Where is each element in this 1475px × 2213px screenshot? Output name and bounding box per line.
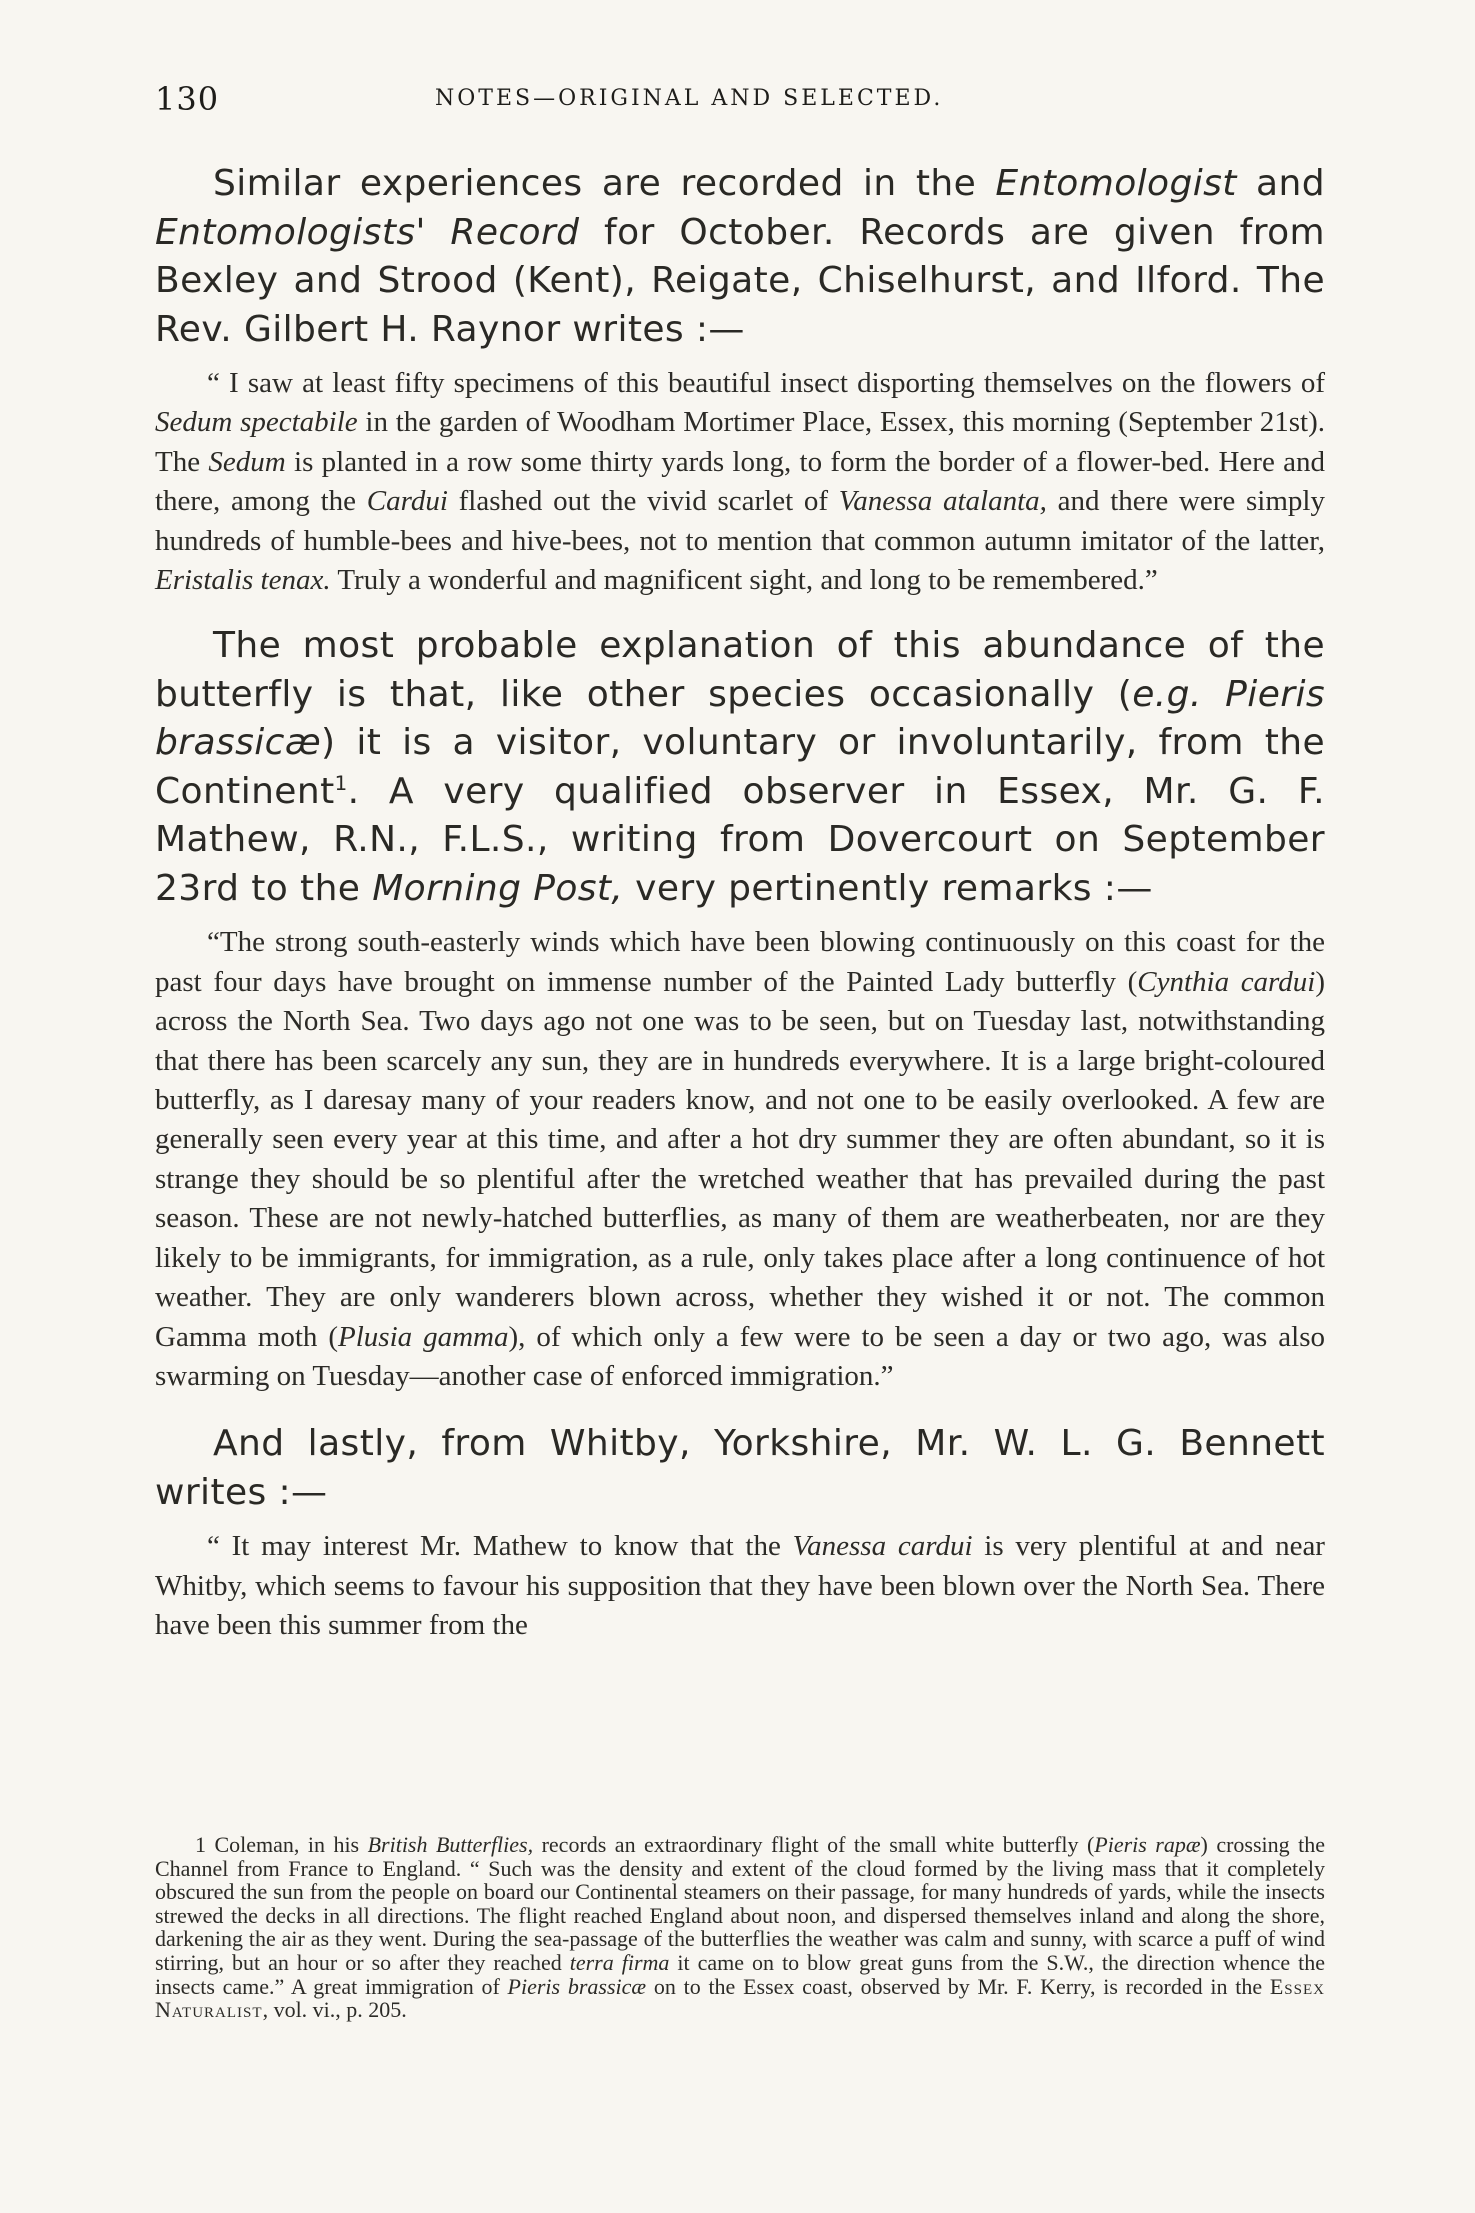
text-run: in the garden of Woodham Mortimer Place, Essex, this morning (September 21st). The — [155, 406, 1325, 478]
text-run: And lastly, from Whitby, Yorkshire, Mr. W. L. G. Bennett writes :— — [155, 1423, 1325, 1513]
italic-title: Entomologists' Record — [155, 211, 580, 253]
species-name: Sedum — [208, 445, 286, 478]
text-run: and there were simply hundreds of humble-bees and hive-bees, not to mention that common autumn imitator of the latter, — [155, 485, 1325, 557]
text-run: The most probable explanation of this abundance of the butterfly is that, like other species occasionally ( — [155, 625, 1325, 715]
paragraph-explanation — [155, 622, 1325, 913]
text-run: Coleman, in his — [206, 1832, 368, 1857]
italic-title: Entomologist — [995, 163, 1237, 204]
text-run: on to the Essex coast, observed by Mr. F. Kerry, is recorded in the — [646, 1973, 1270, 1999]
footnote-text — [155, 1833, 1325, 2022]
species-name: Vanessa cardui — [792, 1530, 973, 1563]
species-name: Sedum spectabile — [155, 406, 358, 439]
species-name: Vanessa atalanta, — [838, 485, 1047, 518]
quote-raynor — [155, 364, 1325, 600]
running-title: NOTES—ORIGINAL AND SELECTED. — [435, 86, 944, 111]
text-run: , vol. vi., p. 205. — [262, 1997, 407, 2023]
species-name: Cynthia cardui — [1137, 965, 1316, 998]
text-run: ) crossing the Channel from France to England. “ Such was the density and extent of the cloud formed by the living mass that it completely obscured the sun from the people on board our Continental steamers on their passage, for many hundreds of yards, while the insects strewed the decks in all directions. The flight reached England about noon, and dispersed themselves inland and along the shore, darkening the air as they went. During the sea-passage of the butterflies the weather was calm and sunny, with scarce a puff of wind stirring, but an hour or so after they reached — [155, 1832, 1326, 1975]
text-run: is very plentiful at and near Whitby, which seems to favour his supposition that they have been blown over the North Sea. There have been this summer from the — [155, 1530, 1325, 1642]
italic-phrase: terra firma — [569, 1949, 670, 1975]
text-run: Truly a wonderful and magnificent sight, and long to be remembered.” — [330, 564, 1158, 597]
text-run: is planted in a row some thirty yards long, to form the border of a flower-bed. Here and there, among the — [155, 445, 1325, 518]
main-text — [155, 160, 1325, 1646]
page-number: 130 — [155, 80, 220, 118]
text-run: it came on to blow great guns from the S.W., the direction whence the insects came.” A great immigration of — [155, 1949, 1325, 1999]
text-run: ) it is a visitor, voluntary or involuntarily, from the Continent — [155, 722, 1325, 812]
text-run: flashed out the vivid scarlet of — [447, 485, 839, 518]
paragraph-records — [155, 160, 1325, 354]
italic-title: Morning Post, — [372, 867, 624, 909]
text-run: ), of which only a few were to be seen a day or two ago, was also swarming on Tuesday—another case of enforced immigration.” — [155, 1320, 1325, 1392]
footnote-marker[interactable]: 1 — [334, 771, 348, 795]
text-run: . A very qualified observer in Essex, Mr. G. F. Mathew, R.N., F.L.S., writing from Dovercourt on September 23rd to the — [155, 770, 1325, 909]
paragraph-bennett-intro — [155, 1420, 1325, 1517]
text-run: for October. Records are given from Bexley and Strood (Kent), Reigate, Chiselhurst, and Ilford. The Rev. Gilbert H. Raynor writes :— — [155, 211, 1325, 350]
quote-mathew — [155, 923, 1325, 1396]
species-name: Pieris rapæ — [1094, 1832, 1201, 1857]
species-name: Plusia gamma — [338, 1320, 509, 1353]
quote-bennett — [155, 1527, 1325, 1645]
text-run: and — [1236, 163, 1325, 204]
text-run: “The strong south-easterly winds which have been blowing continuously on this coast for the past four days have brought on immense number of the Painted Lady butterfly ( — [155, 926, 1325, 998]
text-run: ) across the North Sea. Two days ago not one was to be seen, but on Tuesday last, notwithstanding that there has been scarcely any sun, they are in hundreds everywhere. It is a large bright-coloured butterfly, as I daresay many of your readers know, and not one to be easily overlooked. A few are generally seen every year at this time, and after a hot dry summer they are often abundant, so it is strange they should be so plentiful after the wretched weather that has prevailed during the past season. These are not newly-hatched butterflies, as many of them are weatherbeaten, nor are they likely to be immigrants, for immigration, as a rule, only takes place after a long continuence of hot weather. They are only wanderers blown across, whether they wished it or not. The common Gamma moth ( — [155, 965, 1325, 1353]
species-name: Eristalis tenax. — [155, 564, 331, 597]
text-run: very pertinently remarks :— — [623, 867, 1153, 909]
page-header — [155, 80, 1325, 130]
species-name: e.g. Pieris brassicæ — [155, 673, 1325, 764]
footnote-number: 1 — [195, 1832, 206, 1857]
journal-title: Essex Naturalist — [155, 1973, 1325, 2023]
text-run: “ I saw at least fifty specimens of this beautiful insect disporting themselves on the flowers of — [207, 367, 1325, 399]
italic-title: British Butterflies, — [367, 1832, 534, 1857]
text-run: Similar experiences are recorded in the — [213, 163, 996, 204]
text-run: “ It may interest Mr. Mathew to know that the — [207, 1530, 793, 1563]
text-run: records an extraordinary flight of the small white butterfly ( — [533, 1832, 1095, 1857]
species-name: Cardui — [366, 485, 448, 518]
footnote — [155, 1833, 1325, 2022]
species-name: Pieris brassicæ — [507, 1973, 647, 1999]
